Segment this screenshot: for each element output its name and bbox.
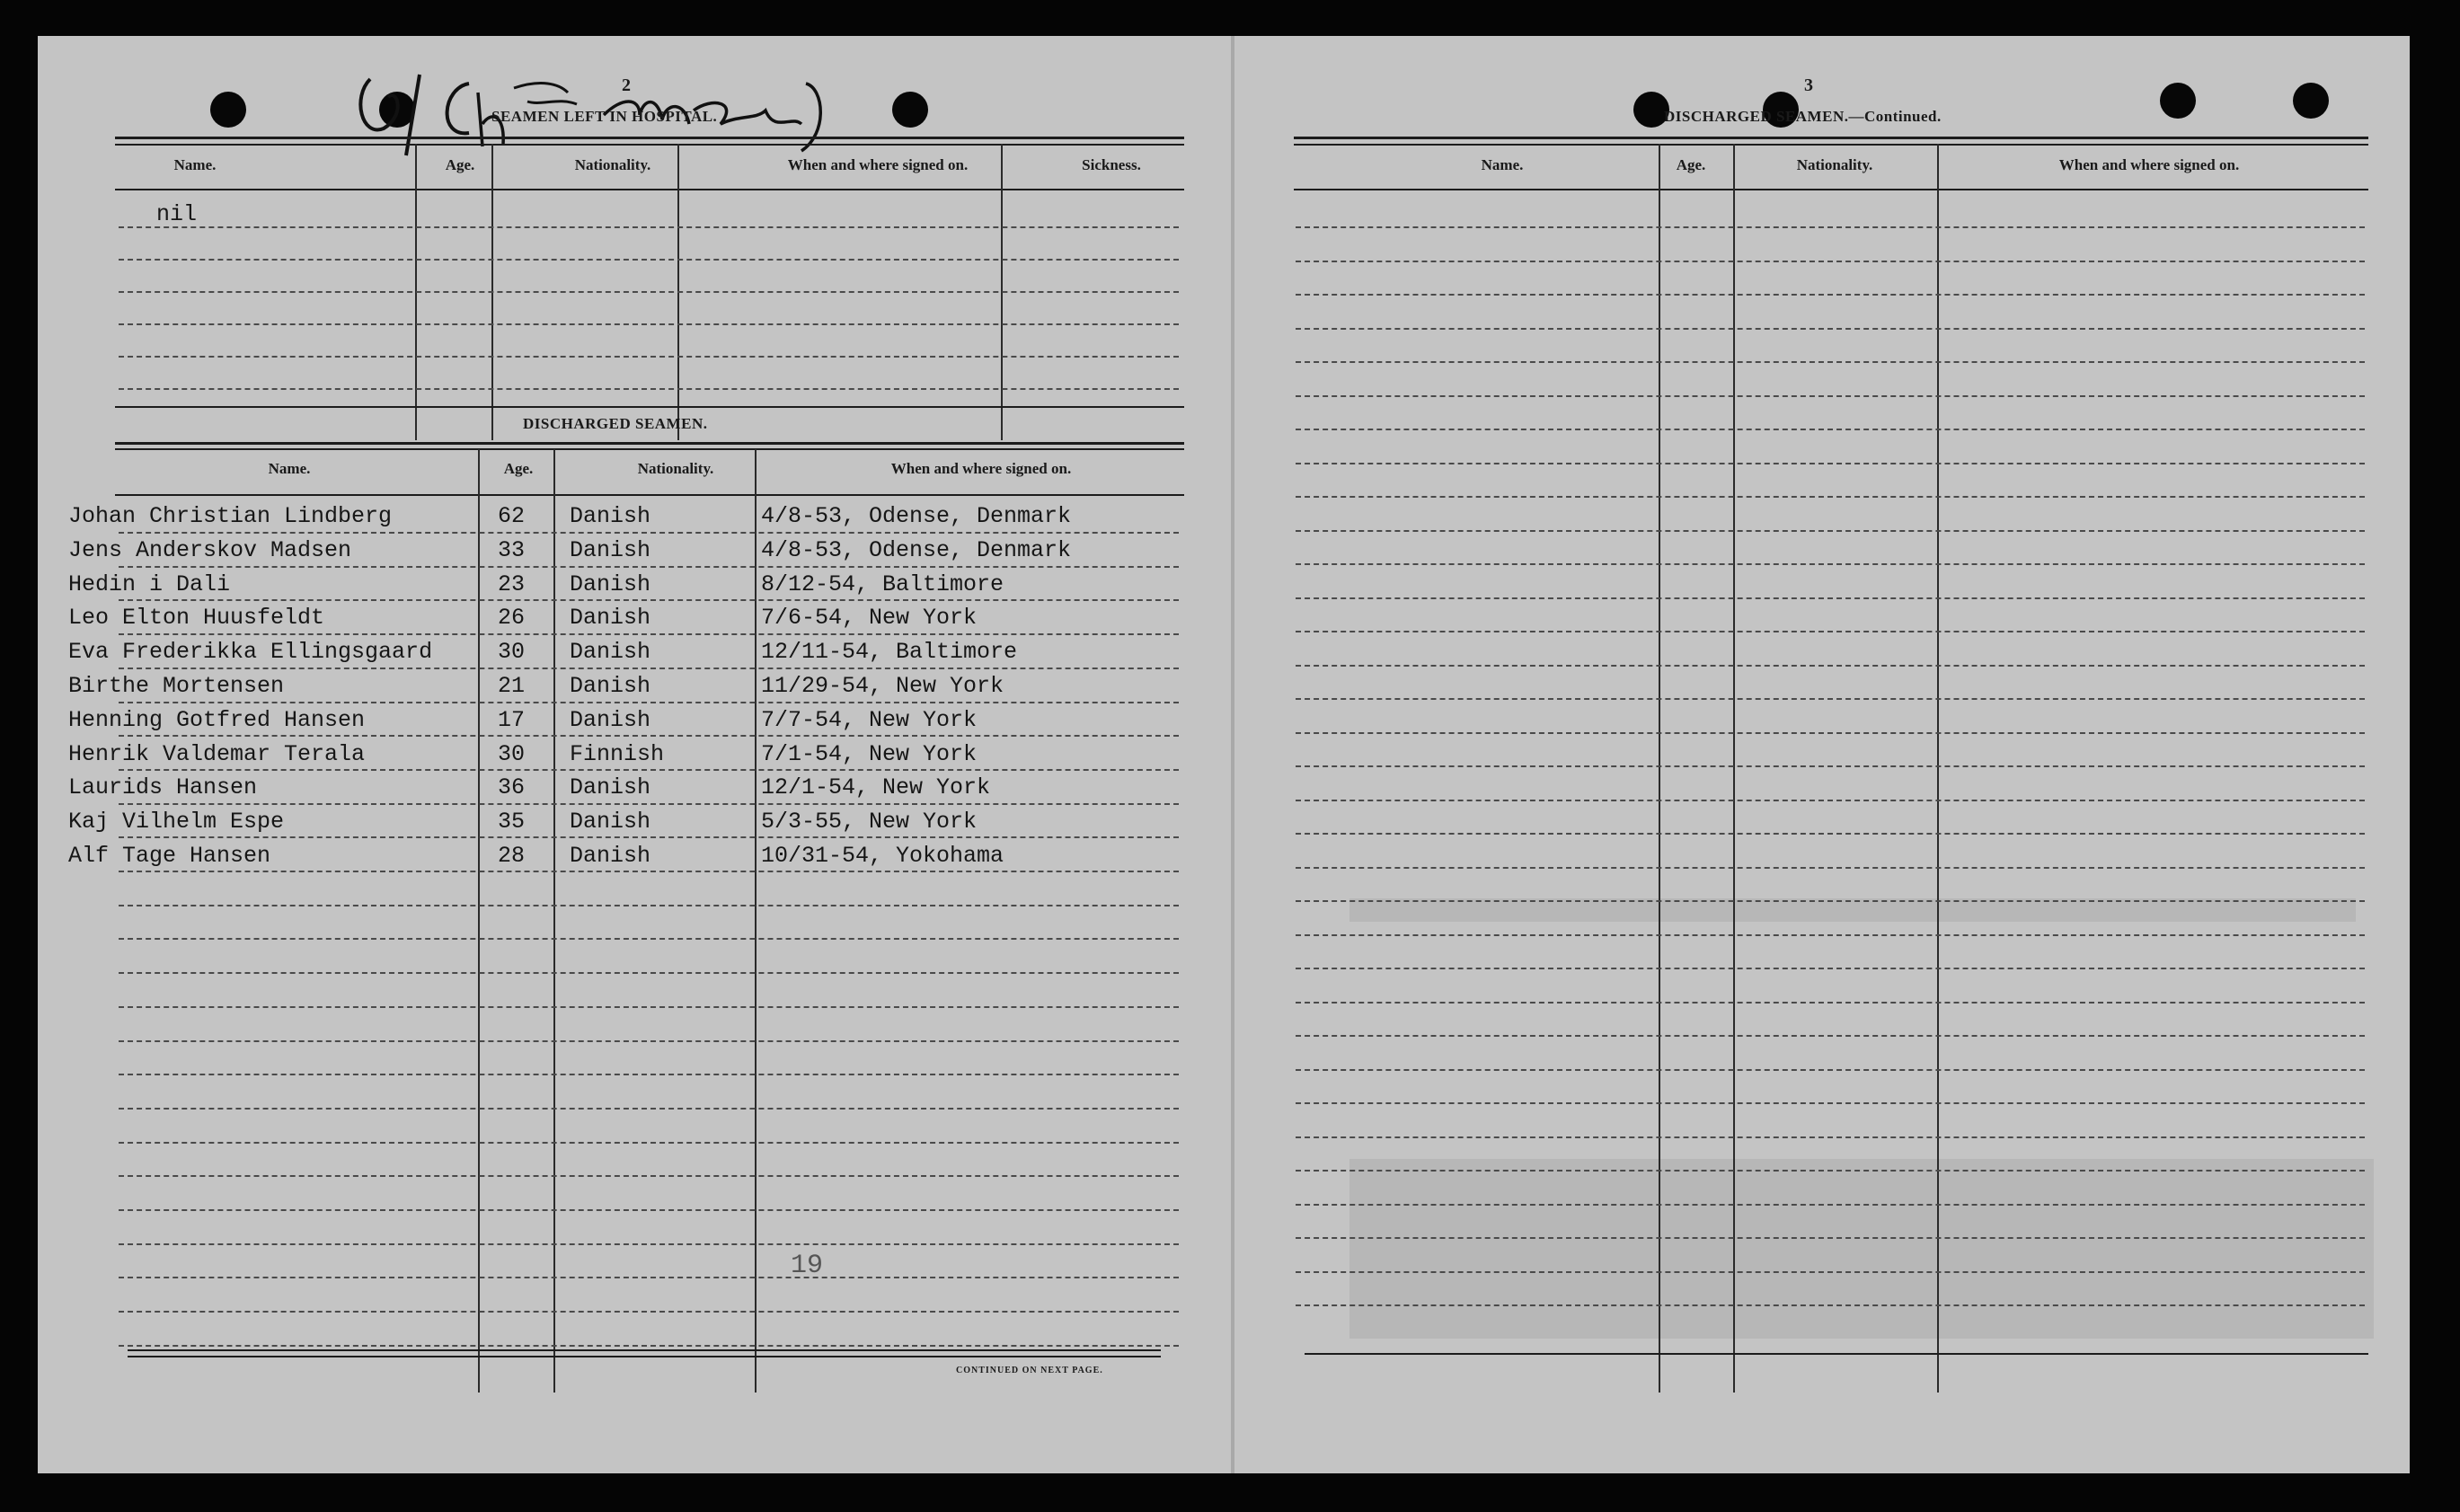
ruled-line [119,1311,1179,1313]
ruled-line [1296,765,2365,767]
cell-signed-on: 4/8-53, Odense, Denmark [761,503,1072,529]
col-header-signed-on: When and where signed on. [787,156,969,173]
ruled-line [119,1074,1179,1075]
ruled-line [119,356,1179,358]
cell-signed-on: 8/12-54, Baltimore [761,570,1004,597]
ruled-line [1296,226,2365,228]
column-divider [1733,144,1735,1393]
table-top-rule [1294,137,2368,139]
punch-hole [210,92,246,128]
col-header-signed-on: When and where signed on. [2058,156,2240,173]
column-divider [553,449,555,1393]
ruled-line [1296,294,2365,296]
header-rule [115,189,1184,190]
ruled-line [1296,429,2365,430]
col-header-name: Name. [1481,156,1524,173]
cell-name: Johan Christian Lindberg [68,503,393,529]
ruled-line [1296,563,2365,565]
cell-signed-on: 11/29-54, New York [761,673,1004,699]
cell-age: 30 [498,639,526,666]
cell-signed-on: 7/1-54, New York [761,740,978,767]
cell-age: 21 [498,673,526,699]
ruled-line [1296,665,2365,667]
ruled-line [119,1243,1179,1245]
cell-signed-on: 12/11-54, Baltimore [761,639,1018,666]
cell-nationality: Danish [570,536,651,563]
ruled-line [1296,597,2365,599]
ruled-line [1296,1002,2365,1004]
cell-age: 23 [498,570,526,597]
cell-name: Kaj Vilhelm Espe [68,809,285,836]
cell-signed-on: 5/3-55, New York [761,809,978,836]
cell-signed-on: 7/6-54, New York [761,605,978,632]
header-rule [1294,189,2368,190]
cell-age: 26 [498,605,526,632]
cell-nationality: Danish [570,809,651,836]
ruled-line [1296,463,2365,464]
ruled-line [1296,968,2365,969]
ruled-line [119,388,1179,390]
col-header-age: Age. [503,460,534,477]
stamp-number: 19 [791,1251,824,1281]
cell-nationality: Finnish [570,740,665,767]
ruled-line [119,599,1179,601]
ruled-line [1296,900,2365,902]
ruled-line [119,972,1179,974]
column-divider [478,449,480,1393]
ruled-line [119,1040,1179,1042]
ruled-line [119,1006,1179,1008]
ruled-line [1296,361,2365,363]
ruled-line [1296,1136,2365,1138]
ruled-line [119,905,1179,906]
continued-footer: CONTINUED ON NEXT PAGE. [956,1366,1103,1375]
cell-age: 62 [498,503,526,529]
ruled-line [119,735,1179,737]
ruled-line [1296,530,2365,532]
ruled-line [119,1108,1179,1110]
table-top-rule [1294,144,2368,146]
ruled-line [119,226,1179,228]
ruled-line [1296,1102,2365,1104]
cell-name: Henrik Valdemar Terala [68,740,366,767]
col-header-name: Name. [173,156,217,173]
ruled-line [119,633,1179,635]
page-fold [1231,36,1234,1473]
cell-signed-on: 12/1-54, New York [761,774,991,801]
ruled-line [119,1142,1179,1144]
cell-name: Hedin i Dali [68,570,231,597]
column-divider [1937,144,1939,1393]
ruled-line [1296,496,2365,498]
col-header-age: Age. [1676,156,1706,173]
cell-age: 35 [498,809,526,836]
ruled-line [119,1345,1179,1347]
cell-age: 30 [498,740,526,767]
page-number-left: 2 [622,75,631,95]
col-header-signed-on: When and where signed on. [890,460,1072,477]
col-header-sickness: Sickness. [1082,156,1141,173]
cell-age: 28 [498,843,526,869]
hospital-section-title: SEAMEN LEFT IN HOSPITAL. [491,108,718,125]
ruled-line [119,323,1179,325]
ruled-line [119,668,1179,669]
cell-name: Eva Frederikka Ellingsgaard [68,639,433,666]
cell-name: Jens Anderskov Madsen [68,536,352,563]
ruled-line [1296,261,2365,262]
cell-name: Leo Elton Huusfeldt [68,605,325,632]
ruled-line [119,803,1179,805]
col-header-nationality: Nationality. [1796,156,1873,173]
ruled-line [119,836,1179,838]
ruled-line [1296,1237,2365,1239]
cell-nationality: Danish [570,673,651,699]
cell-nationality: Danish [570,605,651,632]
cell-signed-on: 10/31-54, Yokohama [761,843,1004,869]
hospital-entry: nil [156,201,198,227]
ruled-line [1296,833,2365,835]
ruled-line [1296,1204,2365,1206]
document-sheet [38,36,2410,1473]
cell-name: Alf Tage Hansen [68,843,271,869]
ruled-line [1296,395,2365,397]
bottom-rule [128,1356,1161,1357]
ruled-line [1296,1170,2365,1172]
cell-nationality: Danish [570,570,651,597]
column-divider [755,449,757,1393]
ruled-line [1296,800,2365,801]
ruled-line [1296,328,2365,330]
cell-name: Birthe Mortensen [68,673,285,699]
ruled-line [1296,631,2365,632]
cell-signed-on: 4/8-53, Odense, Denmark [761,536,1072,563]
ruled-line [119,871,1179,872]
cell-signed-on: 7/7-54, New York [761,706,978,733]
ruled-line [119,769,1179,771]
punch-hole [892,92,928,128]
cell-age: 17 [498,706,526,733]
section-rule [115,442,1184,445]
table-top-rule [115,144,1184,146]
ruled-line [119,938,1179,940]
ruled-line [119,1209,1179,1211]
ruled-line [1296,867,2365,869]
ruled-line [1296,732,2365,734]
column-divider [1659,144,1660,1393]
cell-name: Henning Gotfred Hansen [68,706,366,733]
ruled-line [119,1277,1179,1278]
punch-hole [2293,83,2329,119]
col-header-nationality: Nationality. [637,460,714,477]
ruled-line [119,259,1179,261]
discharged-section-title: DISCHARGED SEAMEN. [523,415,708,432]
ruled-line [119,566,1179,568]
ruled-line [1296,934,2365,936]
bleed-through-text [1349,1159,2374,1339]
cell-age: 33 [498,536,526,563]
col-header-nationality: Nationality. [574,156,651,173]
ruled-line [1296,1271,2365,1273]
col-header-name: Name. [268,460,311,477]
punch-hole [2160,83,2196,119]
ruled-line [1296,1304,2365,1306]
ruled-line [119,291,1179,293]
ruled-line [119,532,1179,534]
cell-age: 36 [498,774,526,801]
cell-nationality: Danish [570,706,651,733]
cell-nationality: Danish [570,774,651,801]
ruled-line [1296,698,2365,700]
discharged-continued-title: DISCHARGED SEAMEN.—Continued. [1664,108,1942,125]
section-rule [115,448,1184,450]
bottom-rule [1305,1353,2368,1355]
section-rule [115,406,1184,408]
ruled-line [1296,1069,2365,1071]
bottom-rule [128,1349,1161,1351]
cell-nationality: Danish [570,639,651,666]
col-header-age: Age. [445,156,475,173]
cell-name: Laurids Hansen [68,774,258,801]
table-top-rule [115,137,1184,139]
cell-nationality: Danish [570,843,651,869]
cell-nationality: Danish [570,503,651,529]
ruled-line [1296,1035,2365,1037]
page-number-right: 3 [1804,75,1813,95]
ruled-line [119,1175,1179,1177]
header-rule [115,494,1184,496]
ruled-line [119,702,1179,703]
